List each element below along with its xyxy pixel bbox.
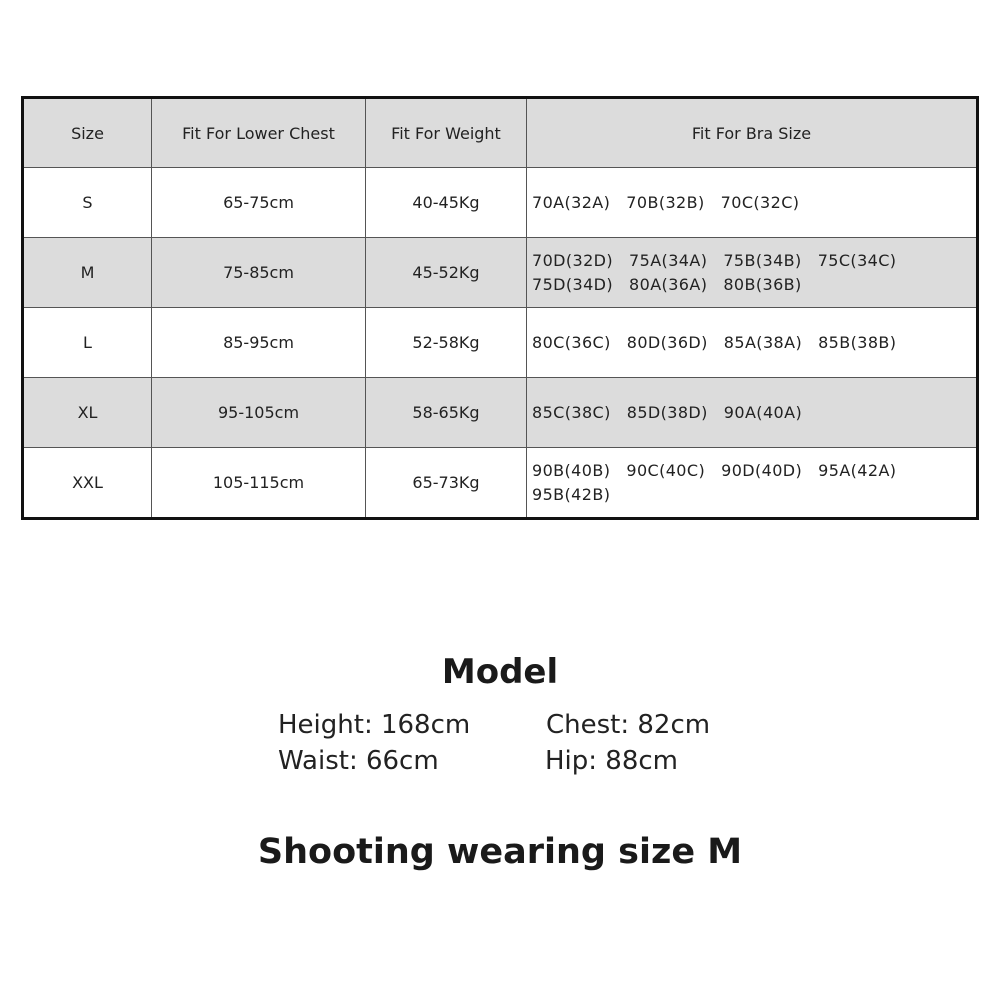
header-weight: Fit For Weight [366,98,527,168]
lower-chest-cell: 105-115cm [152,448,366,519]
bra-size-entry: 80D(36D) [626,332,708,352]
size-cell: M [23,238,152,308]
bra-size-entry: 90A(40A) [723,402,803,422]
bra-size-entry: 75D(34D) [532,274,614,294]
table-body [23,168,978,519]
bra-size-cell [527,308,978,378]
lower-chest-cell: 95-105cm [152,378,366,448]
model-chest: Chest: 82cm [546,710,711,740]
weight-cell: 52-58Kg [366,308,527,378]
weight-cell: 45-52Kg [366,238,527,308]
shooting-size-note: Shooting wearing size M [257,832,743,872]
bra-size-entry: 80A(36A) [629,274,708,294]
bra-size-entry: 85D(38D) [626,402,708,422]
size-cell: XL [23,378,152,448]
header-size: Size [23,98,152,168]
table-row [23,238,978,308]
bra-size-entry: 95B(42B) [532,484,611,504]
bra-size-entry: 75B(34B) [723,250,802,270]
table-header-row [23,98,978,168]
size-cell: S [23,168,152,238]
weight-cell: 65-73Kg [366,448,527,519]
model-waist: Waist: 66cm [278,746,439,776]
weight-cell: 40-45Kg [366,168,527,238]
bra-size-entry: 95A(42A) [818,460,897,480]
bra-size-cell [527,378,978,448]
bra-size-cell [527,168,978,238]
bra-size-entry: 75C(34C) [817,250,897,270]
header-bra-size: Fit For Bra Size [527,98,978,168]
size-chart-table [21,96,979,520]
bra-size-entry: 85A(38A) [723,332,803,352]
bra-size-cell [527,448,978,519]
bra-size-cell [527,238,978,308]
model-height: Height: 168cm [278,710,471,740]
bra-size-entry: 90D(40D) [721,460,803,480]
bra-size-entry: 70D(32D) [532,250,614,270]
bra-size-entry: 90B(40B) [532,460,611,480]
model-title: Model [441,652,559,692]
bra-size-entry: 70C(32C) [720,192,800,212]
bra-size-entry: 85C(38C) [532,402,611,422]
table-row [23,168,978,238]
model-hip: Hip: 88cm [545,746,679,776]
lower-chest-cell: 65-75cm [152,168,366,238]
lower-chest-cell: 85-95cm [152,308,366,378]
lower-chest-cell: 75-85cm [152,238,366,308]
table-row [23,308,978,378]
bra-size-entry: 80B(36B) [723,274,802,294]
bra-size-entry: 75A(34A) [629,250,708,270]
header-lower-chest: Fit For Lower Chest [152,98,366,168]
table-row [23,448,978,519]
size-cell: XXL [23,448,152,519]
bra-size-entry: 70A(32A) [532,192,611,212]
bra-size-entry: 80C(36C) [532,332,611,352]
table-row [23,378,978,448]
bra-size-entry: 70B(32B) [626,192,705,212]
size-cell: L [23,308,152,378]
bra-size-entry: 85B(38B) [818,332,897,352]
weight-cell: 58-65Kg [366,378,527,448]
bra-size-entry: 90C(40C) [626,460,706,480]
